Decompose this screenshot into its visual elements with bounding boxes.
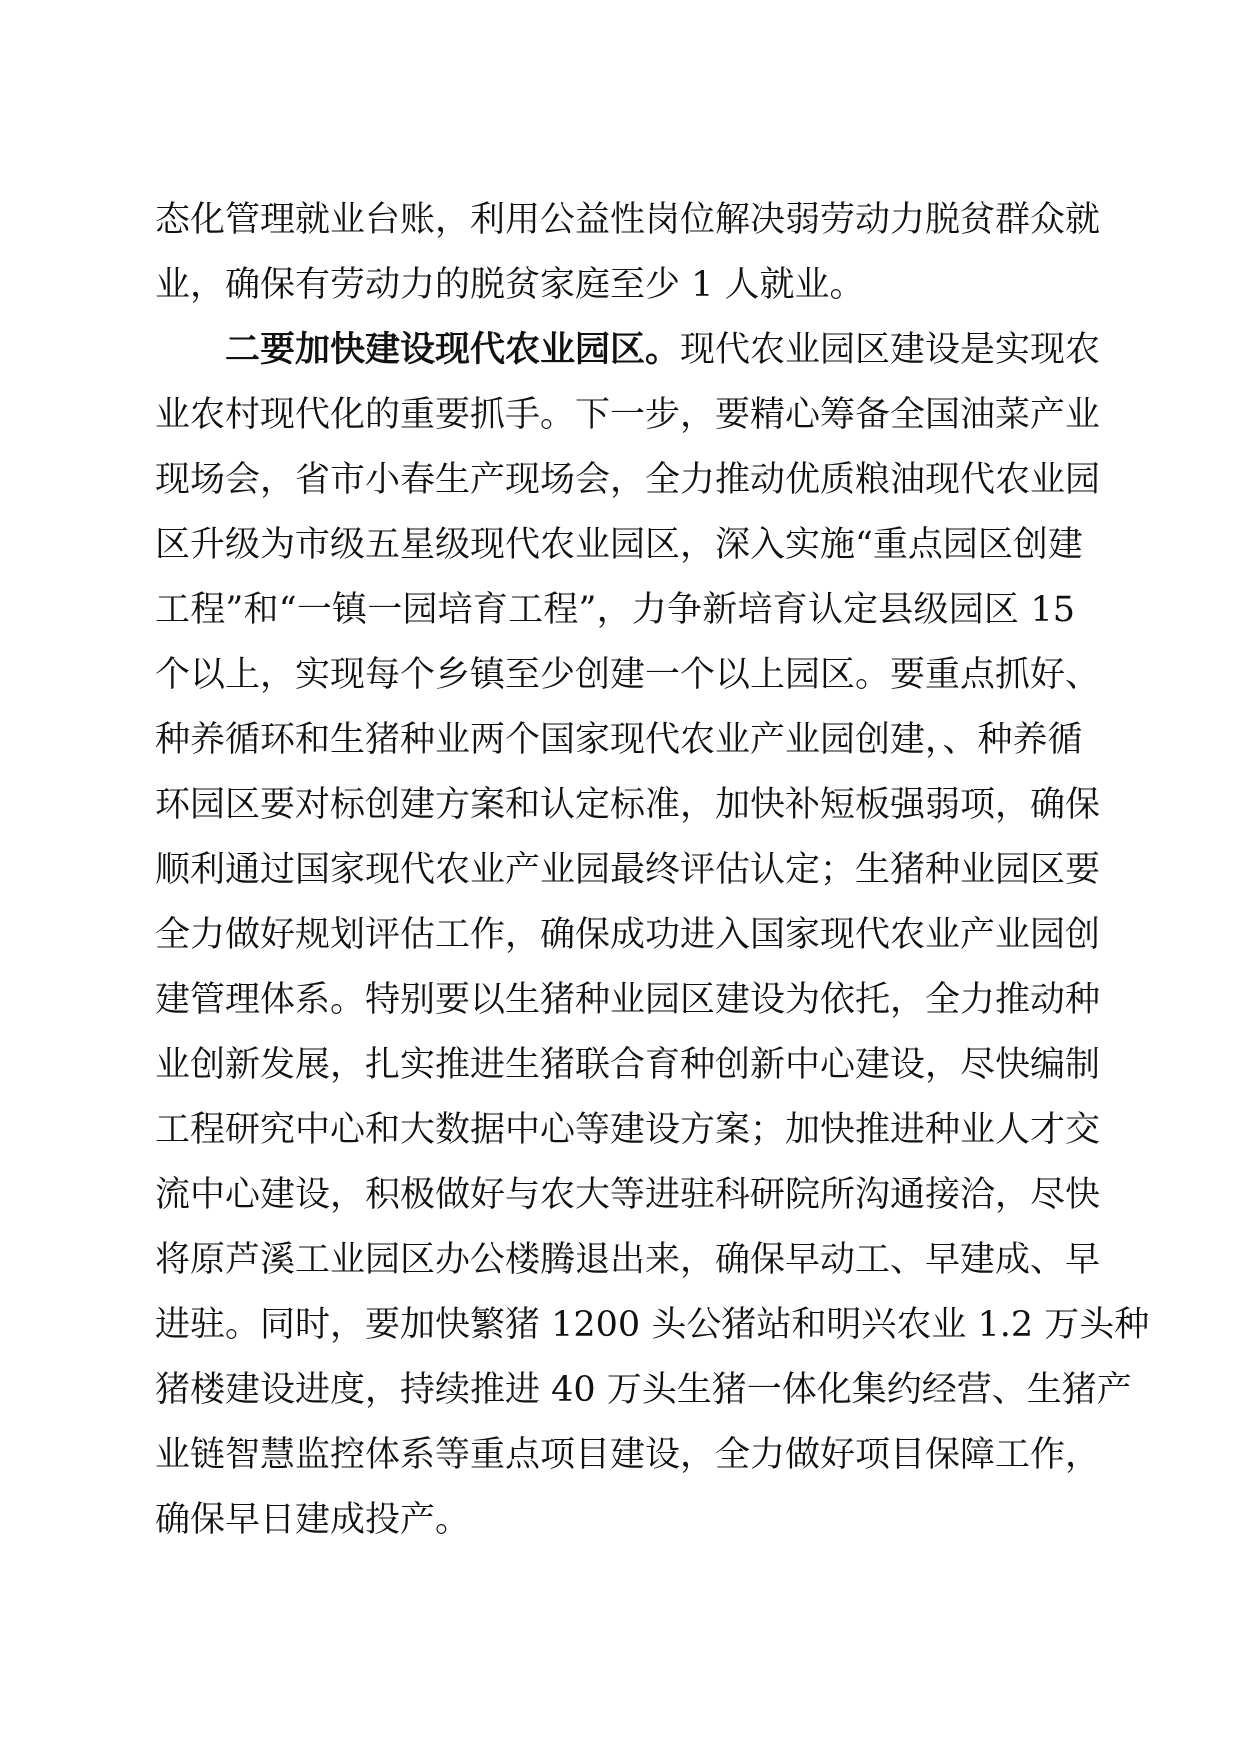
text-line [155, 318, 1101, 383]
text-line: 环园区要对标创建方案和认定标准，加快补短板强弱项，确保 [155, 785, 1101, 825]
paragraph-2 [155, 318, 1150, 1553]
text-line: 建管理体系。特别要以生猪种业园区建设为依托，全力推动种 [155, 980, 1101, 1020]
text-line: 现场会，省市小春生产现场会，全力推动优质粮油现代农业园 [155, 460, 1101, 500]
heading-line-rest: 现代农业园区建设是实现农 [680, 330, 1101, 370]
text-line: 个以上，实现每个乡镇至少创建一个以上园区。要重点抓好、 [155, 655, 1101, 695]
text-line: 确保早日建成投产。 [155, 1500, 471, 1540]
text-line: 业创新发展，扎实推进生猪联合育种创新中心建设，尽快编制 [155, 1045, 1101, 1085]
text-line: 顺利通过国家现代农业产业园最终评估认定；生猪种业园区要 [155, 850, 1101, 890]
text-line: 业农村现代化的重要抓手。下一步，要精心筹备全国油菜产业 [155, 395, 1101, 435]
text-line: 将原芦溪工业园区办公楼腾退出来，确保早动工、早建成、早 [155, 1240, 1101, 1280]
text-line: 态化管理就业台账，利用公益性岗位解决弱劳动力脱贫群众就 [155, 200, 1101, 240]
body-text [155, 188, 1150, 1553]
text-line: 业链智慧监控体系等重点项目建设，全力做好项目保障工作， [155, 1435, 1101, 1475]
text-line: 猪楼建设进度，持续推进 40 万头生猪一体化集约经营、生猪产 [155, 1370, 1132, 1410]
paragraph-1 [155, 188, 1101, 318]
text-line: 业，确保有劳动力的脱贫家庭至少 1 人就业。 [155, 265, 865, 305]
text-line: 工程”和“一镇一园培育工程”，力争新培育认定县级园区 15 [155, 590, 1075, 630]
text-line: 工程研究中心和大数据中心等建设方案；加快推进种业人才交 [155, 1110, 1101, 1150]
text-line: 全力做好规划评估工作，确保成功进入国家现代农业产业园创 [155, 915, 1101, 955]
text-line: 种养循环和生猪种业两个国家现代农业产业园创建，、种养循 [155, 720, 1083, 760]
text-line: 区升级为市级五星级现代农业园区，深入实施“重点园区创建 [155, 525, 1083, 565]
text-line: 流中心建设，积极做好与农大等进驻科研院所沟通接洽，尽快 [155, 1175, 1101, 1215]
section-heading: 二要加快建设现代农业园区。 [225, 330, 681, 370]
text-line: 进驻。同时，要加快繁猪 1200 头公猪站和明兴农业 1.2 万头种 [155, 1305, 1150, 1345]
